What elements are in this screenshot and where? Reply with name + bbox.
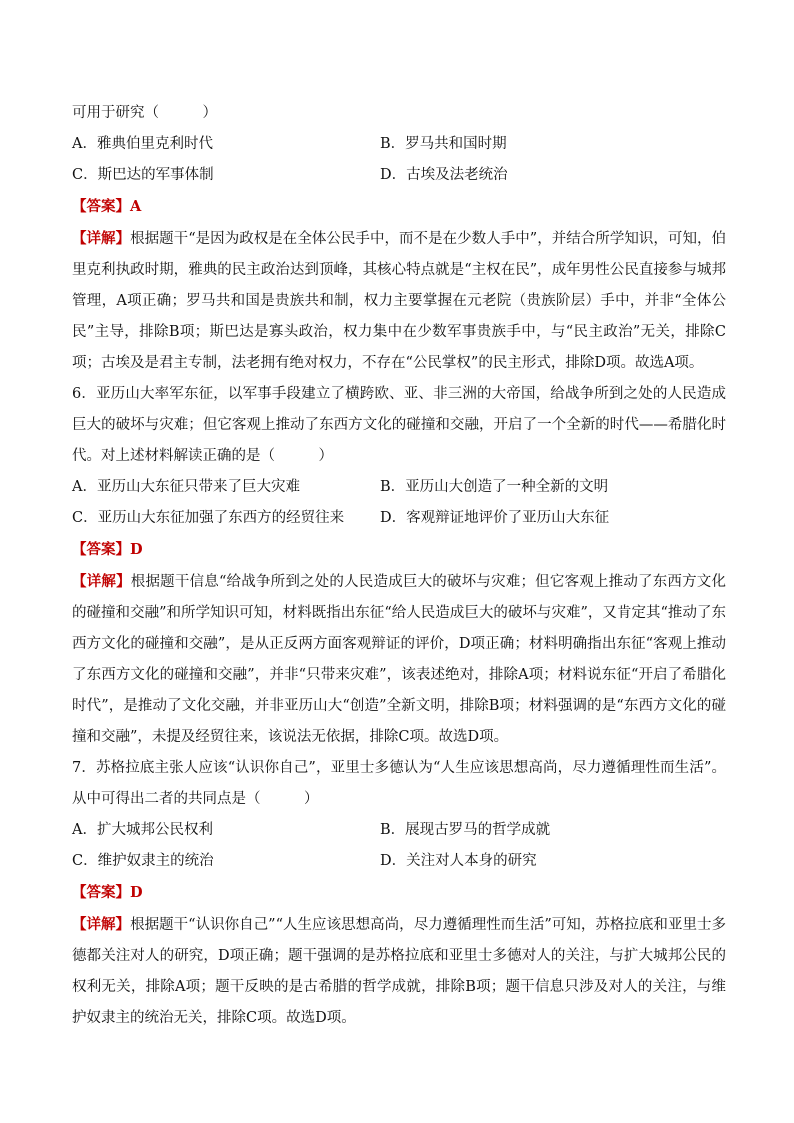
q6-options-row-2	[72, 503, 726, 534]
q7-options-row-2	[72, 846, 726, 877]
q5-detail	[72, 223, 726, 379]
q7-answer-value: D	[130, 884, 143, 901]
q5-option-b: B．罗马共和国时期	[380, 136, 507, 152]
q6-answer	[72, 534, 726, 566]
q7-answer-tag: 【答案】	[72, 884, 130, 901]
q6-option-c: C．亚历山大东征加强了东西方的经贸往来	[72, 510, 345, 526]
q7-option-d: D．关注对人本身的研究	[380, 853, 537, 869]
q5-options-row-2	[72, 160, 726, 191]
q5-answer-value: A	[130, 198, 142, 215]
q6-detail-text: 根据题干信息“给战争所到之处的人民造成巨大的破坏与灾难；但它客观上推动了东西方文化的碰撞和交融”和所学知识可知，材料既指出东征“给人民造成巨大的破坏与灾难”，又肯定其“推动了东西方文化的碰撞和交融”，是从正反两方面客观辩证的评价，D项正确；材料明确指出东征“客观上推动了东西方文化的碰撞和交融”，并非“只带来灾难”，该表述绝对，排除A项；材料说东征“开启了希腊化时代”，是推动了文化交融，并非亚历山大“创造”全新文明，排除B项；材料强调的是“东西方文化的碰撞和交融”，未提及经贸往来，该说法无依据，排除C项。故选D项。	[72, 574, 726, 745]
q7-detail-tag: 【详解】	[72, 916, 131, 933]
q6-options-row-1	[72, 472, 726, 503]
q6-option-b: B．亚历山大创造了一种全新的文明	[380, 479, 609, 495]
q7-option-c: C．维护奴隶主的统治	[72, 853, 214, 869]
q7-stem: 7．苏格拉底主张人应该“认识你自己”，亚里士多德认为“人生应该思想高尚，尽力遵循理性而生活”。从中可得出二者的共同点是（ ）	[72, 760, 726, 807]
q6-detail	[72, 566, 726, 753]
q6-option-d: D．客观辩证地评价了亚历山大东征	[380, 510, 610, 526]
q7-options-row-1	[72, 815, 726, 846]
q6-stem: 6．亚历山大率军东征，以军事手段建立了横跨欧、亚、非三洲的大帝国，给战争所到之处的人民造成巨大的破坏与灾难；但它客观上推动了东西方文化的碰撞和交融，开启了一个全新的时代——希腊化时代。对上述材料解读正确的是（ ）	[72, 386, 726, 464]
q5-options-row-1	[72, 129, 726, 160]
q6-answer-value: D	[130, 541, 143, 558]
q5-detail-text: 根据题干“是因为政权是在全体公民手中，而不是在少数人手中”，并结合所学知识，可知，伯里克利执政时期，雅典的民主政治达到顶峰，其核心特点就是“主权在民”，成年男性公民直接参与城邦管理，A项正确；罗马共和国是贵族共和制，权力主要掌握在元老院（贵族阶层）手中，并非“全体公民”主导，排除B项；斯巴达是寡头政治，权力集中在少数军事贵族手中，与“民主政治”无关，排除C项；古埃及是君主专制，法老拥有绝对权力，不存在“公民掌权”的民主形式，排除D项。故选A项。	[72, 231, 726, 371]
q7-detail-text: 根据题干“认识你自己”“人生应该思想高尚，尽力遵循理性而生活”可知，苏格拉底和亚里士多德都关注对人的研究，D项正确；题干强调的是苏格拉底和亚里士多德对人的关注，与扩大城邦公民的权利无关，排除A项；题干反映的是古希腊的哲学成就，排除B项；题干信息只涉及对人的关注，与维护奴隶主的统治无关，排除C项。故选D项。	[72, 917, 726, 1026]
q5-option-a: A．雅典伯里克利时代	[72, 136, 213, 152]
q5-answer	[72, 191, 726, 223]
q5-detail-tag: 【详解】	[72, 230, 131, 247]
document-page	[72, 98, 726, 1034]
q7-detail	[72, 909, 726, 1034]
q5-stem-tail: 可用于研究（ ）	[72, 105, 217, 121]
q7-option-a: A．扩大城邦公民权利	[72, 822, 213, 838]
q5-option-c: C．斯巴达的军事体制	[72, 167, 214, 183]
q6-detail-tag: 【详解】	[72, 573, 131, 590]
q7-answer	[72, 877, 726, 909]
q5-answer-tag: 【答案】	[72, 198, 130, 215]
q7-option-b: B．展现古罗马的哲学成就	[380, 822, 551, 838]
q6-option-a: A．亚历山大东征只带来了巨大灾难	[72, 479, 300, 495]
q5-option-d: D．古埃及法老统治	[380, 167, 508, 183]
q6-answer-tag: 【答案】	[72, 541, 130, 558]
